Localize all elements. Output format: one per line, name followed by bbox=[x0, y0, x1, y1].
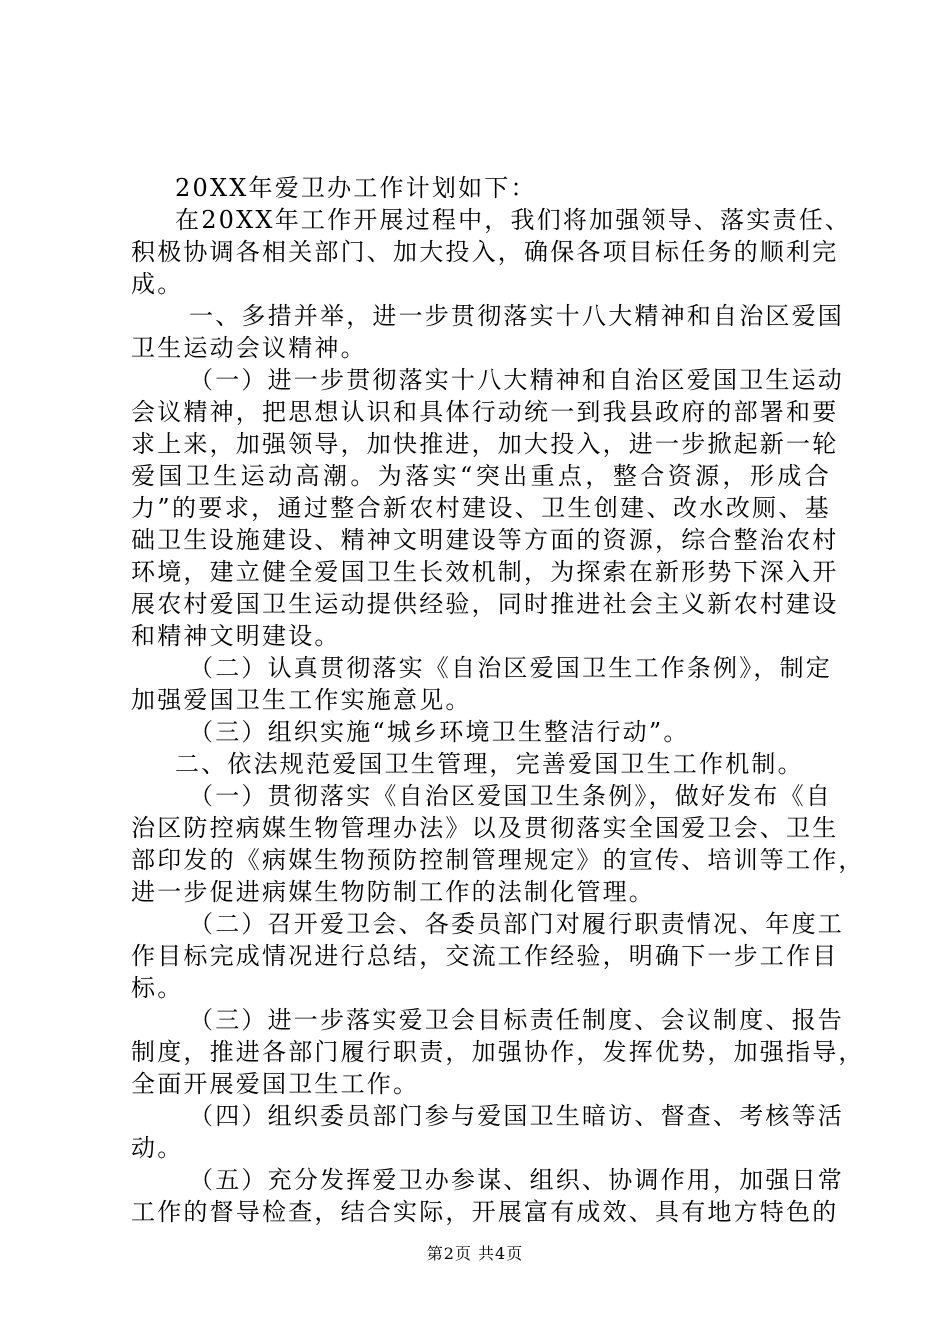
text-line: （一）贯彻落实《自治区爱国卫生条例》，做好发布《自 bbox=[189, 782, 832, 810]
text-line: （一）进一步贯彻落实十八大精神和自治区爱国卫生运动 bbox=[189, 366, 844, 394]
text-line: （五）充分发挥爱卫办参谋、组织、协调作用，加强日常 bbox=[189, 1166, 844, 1194]
section-heading-cont: 卫生运动会议精神。 bbox=[131, 334, 367, 362]
text-line: 全面开展爱国卫生工作。 bbox=[131, 1070, 420, 1098]
section-heading: 二、依法规范爱国卫生管理，完善爱国卫生工作机制。 bbox=[175, 750, 804, 778]
text-line: 力”的要求，通过整合新农村建设、卫生创建、改水改厕、基 bbox=[131, 494, 831, 522]
text-line: 进一步促进病媒生物防制工作的法制化管理。 bbox=[131, 878, 655, 906]
text-line: 20XX年爱卫办工作计划如下： bbox=[175, 174, 537, 202]
text-line: 成。 bbox=[131, 270, 184, 298]
text-line: 作目标完成情况进行总结，交流工作经验，明确下一步工作目 bbox=[131, 942, 839, 970]
text-line: 动。 bbox=[131, 1134, 184, 1162]
text-line: 在20XX年工作开展过程中，我们将加强领导、落实责任、 bbox=[175, 206, 852, 234]
text-line: 础卫生设施建设、精神文明建设等方面的资源，综合整治农村 bbox=[131, 526, 839, 554]
text-line: 部印发的《病媒生物预防控制管理规定》的宣传、培训等工作， bbox=[131, 846, 865, 874]
text-line: 积极协调各相关部门、加大投入，确保各项目标任务的顺利完 bbox=[131, 238, 839, 266]
document-body bbox=[131, 172, 865, 1228]
text-line: 标。 bbox=[131, 974, 184, 1002]
text-line: （二）召开爱卫会、各委员部门对履行职责情况、年度工 bbox=[189, 910, 844, 938]
text-line: 环境，建立健全爱国卫生长效机制，为探索在新形势下深入开 bbox=[131, 558, 839, 586]
text-line: 求上来，加强领导，加快推进，加大投入，进一步掀起新一轮 bbox=[131, 430, 839, 458]
text-line: 治区防控病媒生物管理办法》以及贯彻落实全国爱卫会、卫生 bbox=[131, 814, 839, 842]
text-line: （三）进一步落实爱卫会目标责任制度、会议制度、报告 bbox=[189, 1006, 844, 1034]
text-line: 工作的督导检查，结合实际，开展富有成效、具有地方特色的 bbox=[131, 1198, 839, 1226]
text-line: 制度，推进各部门履行职责，加强协作，发挥优势，加强指导， bbox=[131, 1038, 865, 1066]
text-line: 爱国卫生运动高潮。为落实“突出重点，整合资源，形成合 bbox=[131, 462, 831, 490]
text-line: 和精神文明建设。 bbox=[131, 622, 341, 650]
text-line: （四）组织委员部门参与爱国卫生暗访、督查、考核等活 bbox=[189, 1102, 844, 1130]
text-line: 加强爱国卫生工作实施意见。 bbox=[131, 686, 472, 714]
text-line: 展农村爱国卫生运动提供经验，同时推进社会主义新农村建设 bbox=[131, 590, 839, 618]
page-footer: 第2页 共4页 bbox=[426, 1244, 524, 1263]
section-heading: 一、多措并举，进一步贯彻落实十八大精神和自治区爱国 bbox=[189, 302, 844, 330]
text-line: （三）组织实施“城乡环境卫生整洁行动”。 bbox=[189, 718, 690, 746]
text-line: 会议精神，把思想认识和具体行动统一到我县政府的部署和要 bbox=[131, 398, 839, 426]
text-line: （二）认真贯彻落实《自治区爱国卫生工作条例》，制定 bbox=[189, 654, 832, 682]
